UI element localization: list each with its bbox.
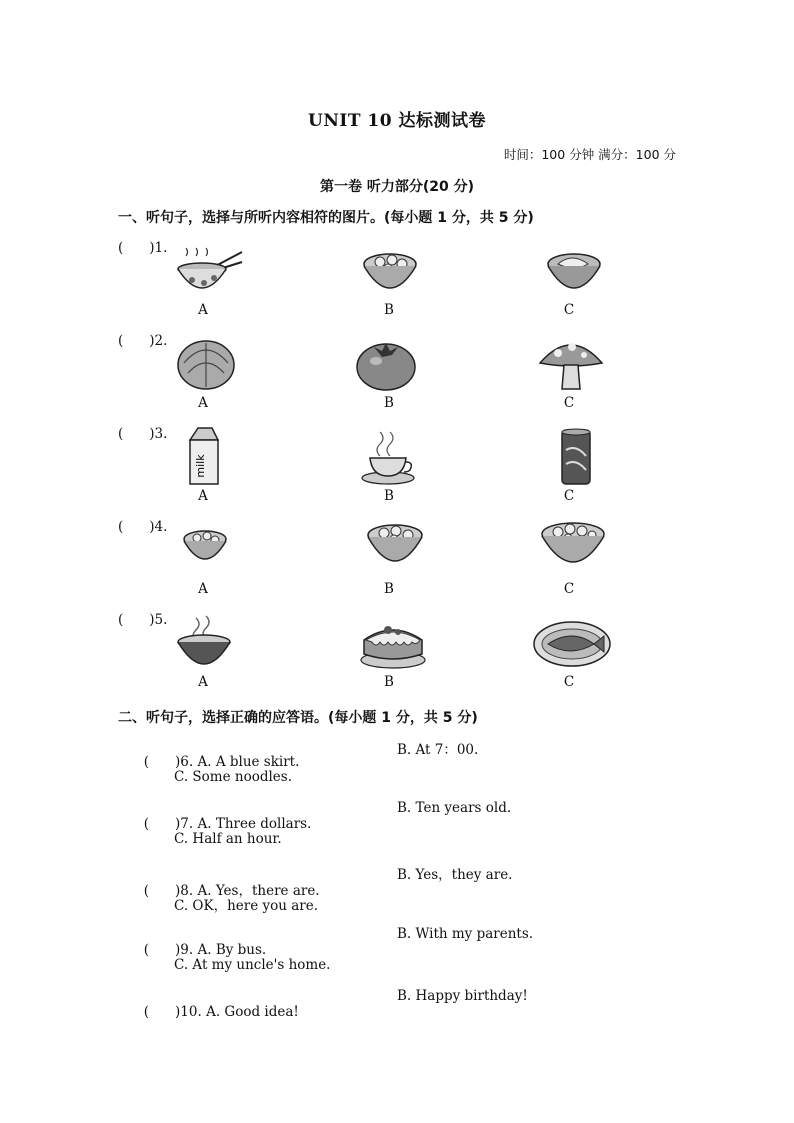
option-label: B bbox=[384, 395, 394, 411]
option-b: B. At 7：00. bbox=[397, 742, 479, 758]
milk-carton-icon bbox=[184, 426, 264, 486]
option-c: C. Half an hour. bbox=[174, 831, 282, 847]
option-label: B bbox=[384, 674, 394, 690]
option-label: A bbox=[198, 395, 208, 411]
exam-meta: 时间：100 分钟 满分：100 分 bbox=[503, 147, 676, 162]
option-label: A bbox=[198, 488, 208, 504]
section2-heading: 二、听句子，选择正确的应答语。(每小题 1 分，共 5 分) bbox=[118, 710, 478, 726]
small-bowl-icon bbox=[180, 527, 260, 587]
answer-blank[interactable]: ( )3. bbox=[118, 426, 168, 442]
option-c: C. At my uncle's home. bbox=[174, 957, 331, 973]
option-label: A bbox=[198, 581, 208, 597]
milk-label: milk bbox=[194, 454, 207, 478]
fish-plate-icon bbox=[532, 616, 612, 676]
question-number: )3. bbox=[149, 426, 168, 442]
option-label: B bbox=[384, 302, 394, 318]
cabbage-icon bbox=[174, 335, 254, 395]
option-label: B bbox=[384, 488, 394, 504]
question-number: )2. bbox=[149, 333, 168, 349]
answer-blank[interactable]: ( )4. bbox=[118, 519, 168, 535]
answer-blank[interactable]: ( bbox=[143, 942, 150, 958]
option-a: A. Three dollars. bbox=[197, 816, 312, 832]
medium-bowl-icon bbox=[364, 521, 444, 581]
question-number: )10. bbox=[175, 1004, 202, 1020]
question-5 bbox=[118, 612, 718, 702]
option-label: C bbox=[563, 674, 575, 690]
answer-blank[interactable]: ( bbox=[143, 754, 150, 770]
option-a: A. Yes，there are. bbox=[197, 883, 320, 899]
large-bowl-icon bbox=[538, 519, 618, 579]
option-c: C. Some noodles. bbox=[174, 769, 293, 785]
option-a: A. A blue skirt. bbox=[197, 754, 300, 770]
option-b: B. Ten years old. bbox=[397, 800, 512, 816]
answer-blank[interactable]: ( bbox=[143, 883, 150, 899]
question-2 bbox=[118, 333, 718, 423]
option-b: B. Yes，they are. bbox=[397, 867, 513, 883]
option-label: B bbox=[384, 581, 394, 597]
question-1 bbox=[118, 240, 718, 330]
option-label: C bbox=[563, 395, 575, 411]
option-a: A. By bus. bbox=[197, 942, 267, 958]
section1-heading: 一、听句子，选择与所听内容相符的图片。(每小题 1 分，共 5 分) bbox=[118, 210, 534, 226]
option-label: C bbox=[563, 581, 575, 597]
page-title: UNIT 10 达标测试卷 bbox=[308, 111, 486, 131]
option-b: B. With my parents. bbox=[397, 926, 534, 942]
answer-blank[interactable]: ( )2. bbox=[118, 333, 168, 349]
tea-cup-icon bbox=[360, 428, 440, 488]
mushroom-icon bbox=[536, 333, 616, 393]
noodles-bowl-icon bbox=[174, 240, 254, 300]
answer-blank[interactable]: ( )5. bbox=[118, 612, 168, 628]
tomato-icon bbox=[354, 335, 434, 395]
question-4 bbox=[118, 519, 718, 609]
answer-blank[interactable]: ( bbox=[143, 816, 150, 832]
option-c: C. OK，here you are. bbox=[174, 898, 319, 914]
option-label: C bbox=[563, 488, 575, 504]
option-label: A bbox=[198, 674, 208, 690]
question-number: )5. bbox=[149, 612, 168, 628]
option-label: A bbox=[198, 302, 208, 318]
option-b: B. Happy birthday! bbox=[397, 988, 528, 1004]
fish-bowl-icon bbox=[544, 250, 624, 310]
cola-can-icon bbox=[556, 426, 636, 486]
question-number: )1. bbox=[149, 240, 168, 256]
option-a: A. Good idea! bbox=[206, 1004, 299, 1020]
dumplings-bowl-icon bbox=[360, 250, 440, 310]
question-number: )4. bbox=[149, 519, 168, 535]
answer-blank[interactable]: ( )1. bbox=[118, 240, 168, 256]
question-3 bbox=[118, 426, 718, 516]
question-number: )8. bbox=[175, 883, 194, 899]
question-10 bbox=[118, 988, 299, 1036]
question-number: )6. bbox=[175, 754, 194, 770]
option-label: C bbox=[563, 302, 575, 318]
question-number: )9. bbox=[175, 942, 194, 958]
answer-blank[interactable]: ( bbox=[143, 1004, 150, 1020]
part-title: 第一卷 听力部分(20 分) bbox=[319, 179, 475, 195]
cake-icon bbox=[358, 616, 438, 676]
soup-bowl-icon bbox=[174, 614, 254, 674]
question-number: )7. bbox=[175, 816, 194, 832]
